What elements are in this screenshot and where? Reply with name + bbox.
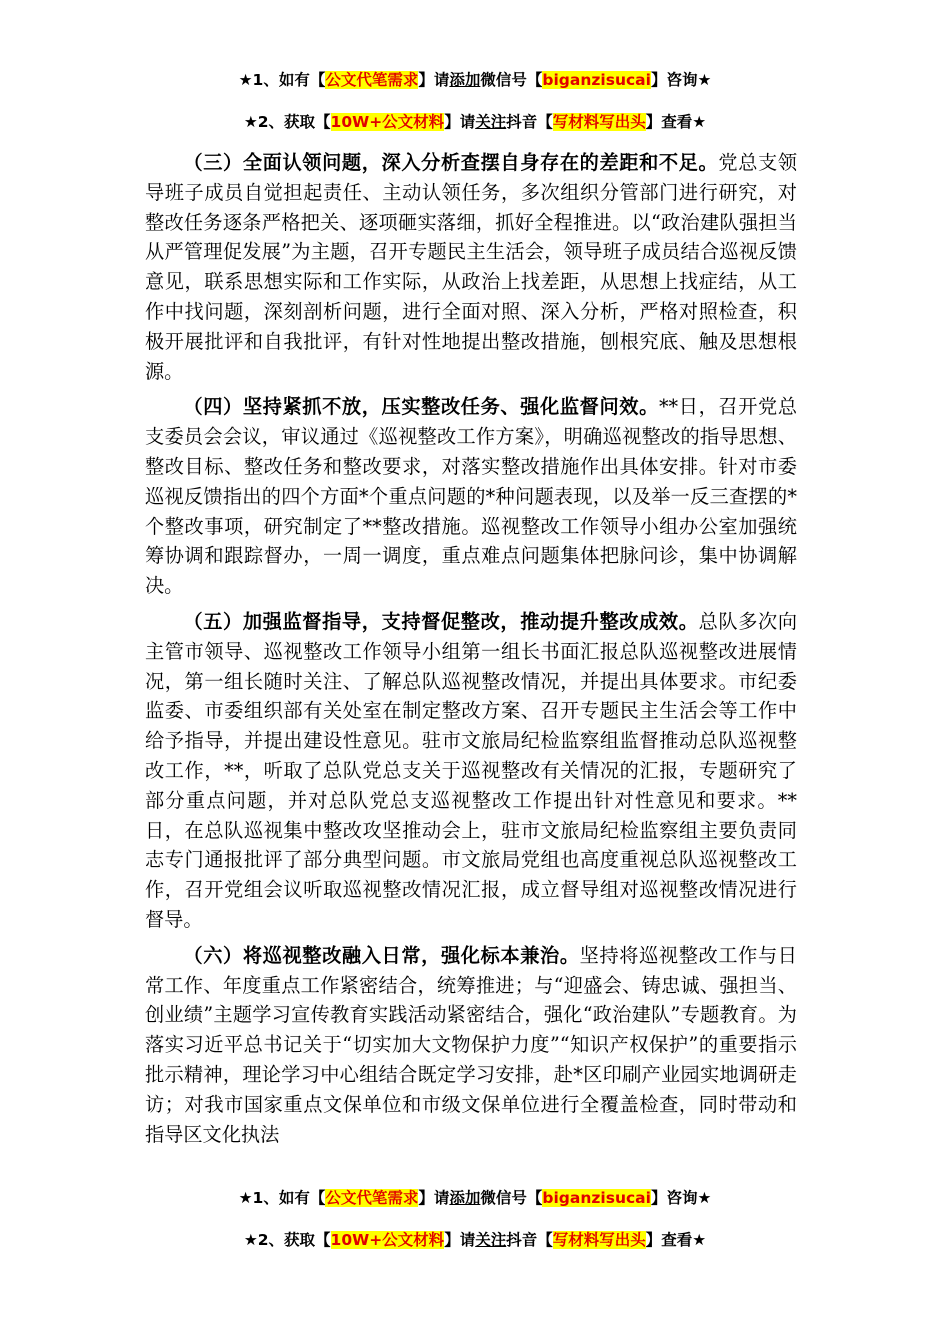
ad-highlight: 公文代笔需求	[325, 71, 419, 89]
ad-highlight: 写材料写出头	[552, 113, 646, 131]
bottom-ad-line-1	[0, 1186, 950, 1210]
ad-text: 】请	[418, 1189, 450, 1207]
top-ad-line-2	[0, 110, 950, 134]
ad-text: 】咨询★	[650, 71, 712, 89]
ad-text: 微信号【	[480, 71, 543, 89]
ad-text: 】请	[444, 113, 476, 131]
bottom-ad-line-2	[0, 1228, 950, 1252]
paragraph-heading: （三）全面认领问题，深入分析查摆自身存在的差距和不足。	[183, 151, 719, 174]
ad-text: 微信号【	[480, 1189, 543, 1207]
paragraph-heading: （四）坚持紧抓不放，压实整改任务、强化监督问效。	[183, 395, 659, 419]
paragraph-text: 坚持将巡视整改工作与日常工作、年度重点工作紧密结合，统筹推进；与“迎盛会、铸忠诚、强担当、创业绩”主题学习宣传教育实践活动紧密结合，强化“政治建队”专题教育。为落实习近平总书记关于“切实加大文物保护力度”“知识产权保护”的重要指示批示精神，理论学习中心组结合既定学习安排，赴*区印刷产业园实地调研走访；对我市国家重点文保单位和市级文保单位进行全覆盖检查，同时带动和指导区文化执法	[145, 943, 797, 1146]
paragraph-4	[145, 392, 797, 601]
ad-text: 抖音【	[506, 1231, 553, 1249]
ad-text: ★2、获取【	[243, 113, 331, 131]
ad-text: ★2、获取【	[243, 1231, 331, 1249]
ad-highlight: 10W+公文材料	[330, 113, 445, 131]
paragraph-text: **日，召开党总支委员会会议，审议通过《巡视整改工作方案》，明确巡视整改的指导思想、整改目标、整改任务和整改要求，对落实整改措施作出具体安排。针对市委巡视反馈指出的四个方面*个重点问题的*种问题表现，以及举一反三查摆的*个整改事项，研究制定了**整改措施。巡视整改工作领导小组办公室加强统筹协调和跟踪督办，一周一调度，重点难点问题集体把脉问诊，集中协调解决。	[145, 395, 798, 598]
ad-text: 抖音【	[506, 113, 553, 131]
top-ad-line-1	[0, 68, 950, 92]
ad-underline: 关注	[475, 1231, 507, 1249]
paragraph-5	[145, 607, 797, 935]
ad-text: ★1、如有【	[238, 71, 326, 89]
ad-text: 】查看★	[645, 1231, 707, 1249]
paragraph-3	[145, 148, 797, 386]
ad-underline: 添加	[449, 71, 481, 89]
paragraph-text: 总队多次向主管市领导、巡视整改工作领导小组第一组长书面汇报总队巡视整改进展情况，第一组长随时关注、了解总队巡视整改情况，并提出具体要求。市纪委监委、市委组织部有关处室在制定整改方案、召开专题民主生活会等工作中给予指导，并提出建设性意见。驻市文旅局纪检监察组监督推动总队巡视整改工作，**，听取了总队党总支关于巡视整改有关情况的汇报，专题研究了部分重点问题，并对总队党总支巡视整改工作提出针对性意见和要求。**日，在总队巡视集中整改攻坚推动会上，驻市文旅局纪检监察组主要负责同志专门通报批评了部分典型问题。市文旅局党组也高度重视总队巡视整改工作，召开党组会议听取巡视整改情况汇报，成立督导组对巡视整改情况进行督导。	[145, 609, 798, 931]
paragraph-text: 党总支领导班子成员自觉担起责任、主动认领任务，多次组织分管部门进行研究，对整改任务逐条严格把关、逐项砸实落细，抓好全程推进。以“政治建队强担当从严管理促发展”为主题，召开专题民主生活会，领导班子成员结合巡视反馈意见，联系思想实际和工作实际，从政治上找差距，从思想上找症结，从工作中找问题，深刻剖析问题，进行全面对照、深入分析，严格对照检查，积极开展批评和自我批评，有针对性地提出整改措施，刨根究底、触及思想根源。	[145, 151, 798, 383]
paragraph-6	[145, 941, 797, 1150]
ad-text: 】请	[418, 71, 450, 89]
paragraph-heading: （五）加强监督指导，支持督促整改，推动提升整改成效。	[183, 609, 699, 633]
ad-wechat-id: biganzisucai	[542, 1189, 651, 1207]
paragraph-heading: （六）将巡视整改融入日常，强化标本兼治。	[183, 943, 580, 967]
ad-highlight: 10W+公文材料	[330, 1231, 445, 1249]
ad-highlight: 公文代笔需求	[325, 1189, 419, 1207]
ad-text: 】请	[444, 1231, 476, 1249]
ad-highlight: 写材料写出头	[552, 1231, 646, 1249]
ad-underline: 添加	[449, 1189, 481, 1207]
ad-text: ★1、如有【	[238, 1189, 326, 1207]
ad-wechat-id: biganzisucai	[542, 71, 651, 89]
ad-underline: 关注	[475, 113, 507, 131]
ad-text: 】咨询★	[650, 1189, 712, 1207]
ad-text: 】查看★	[645, 113, 707, 131]
document-body	[145, 148, 797, 1155]
